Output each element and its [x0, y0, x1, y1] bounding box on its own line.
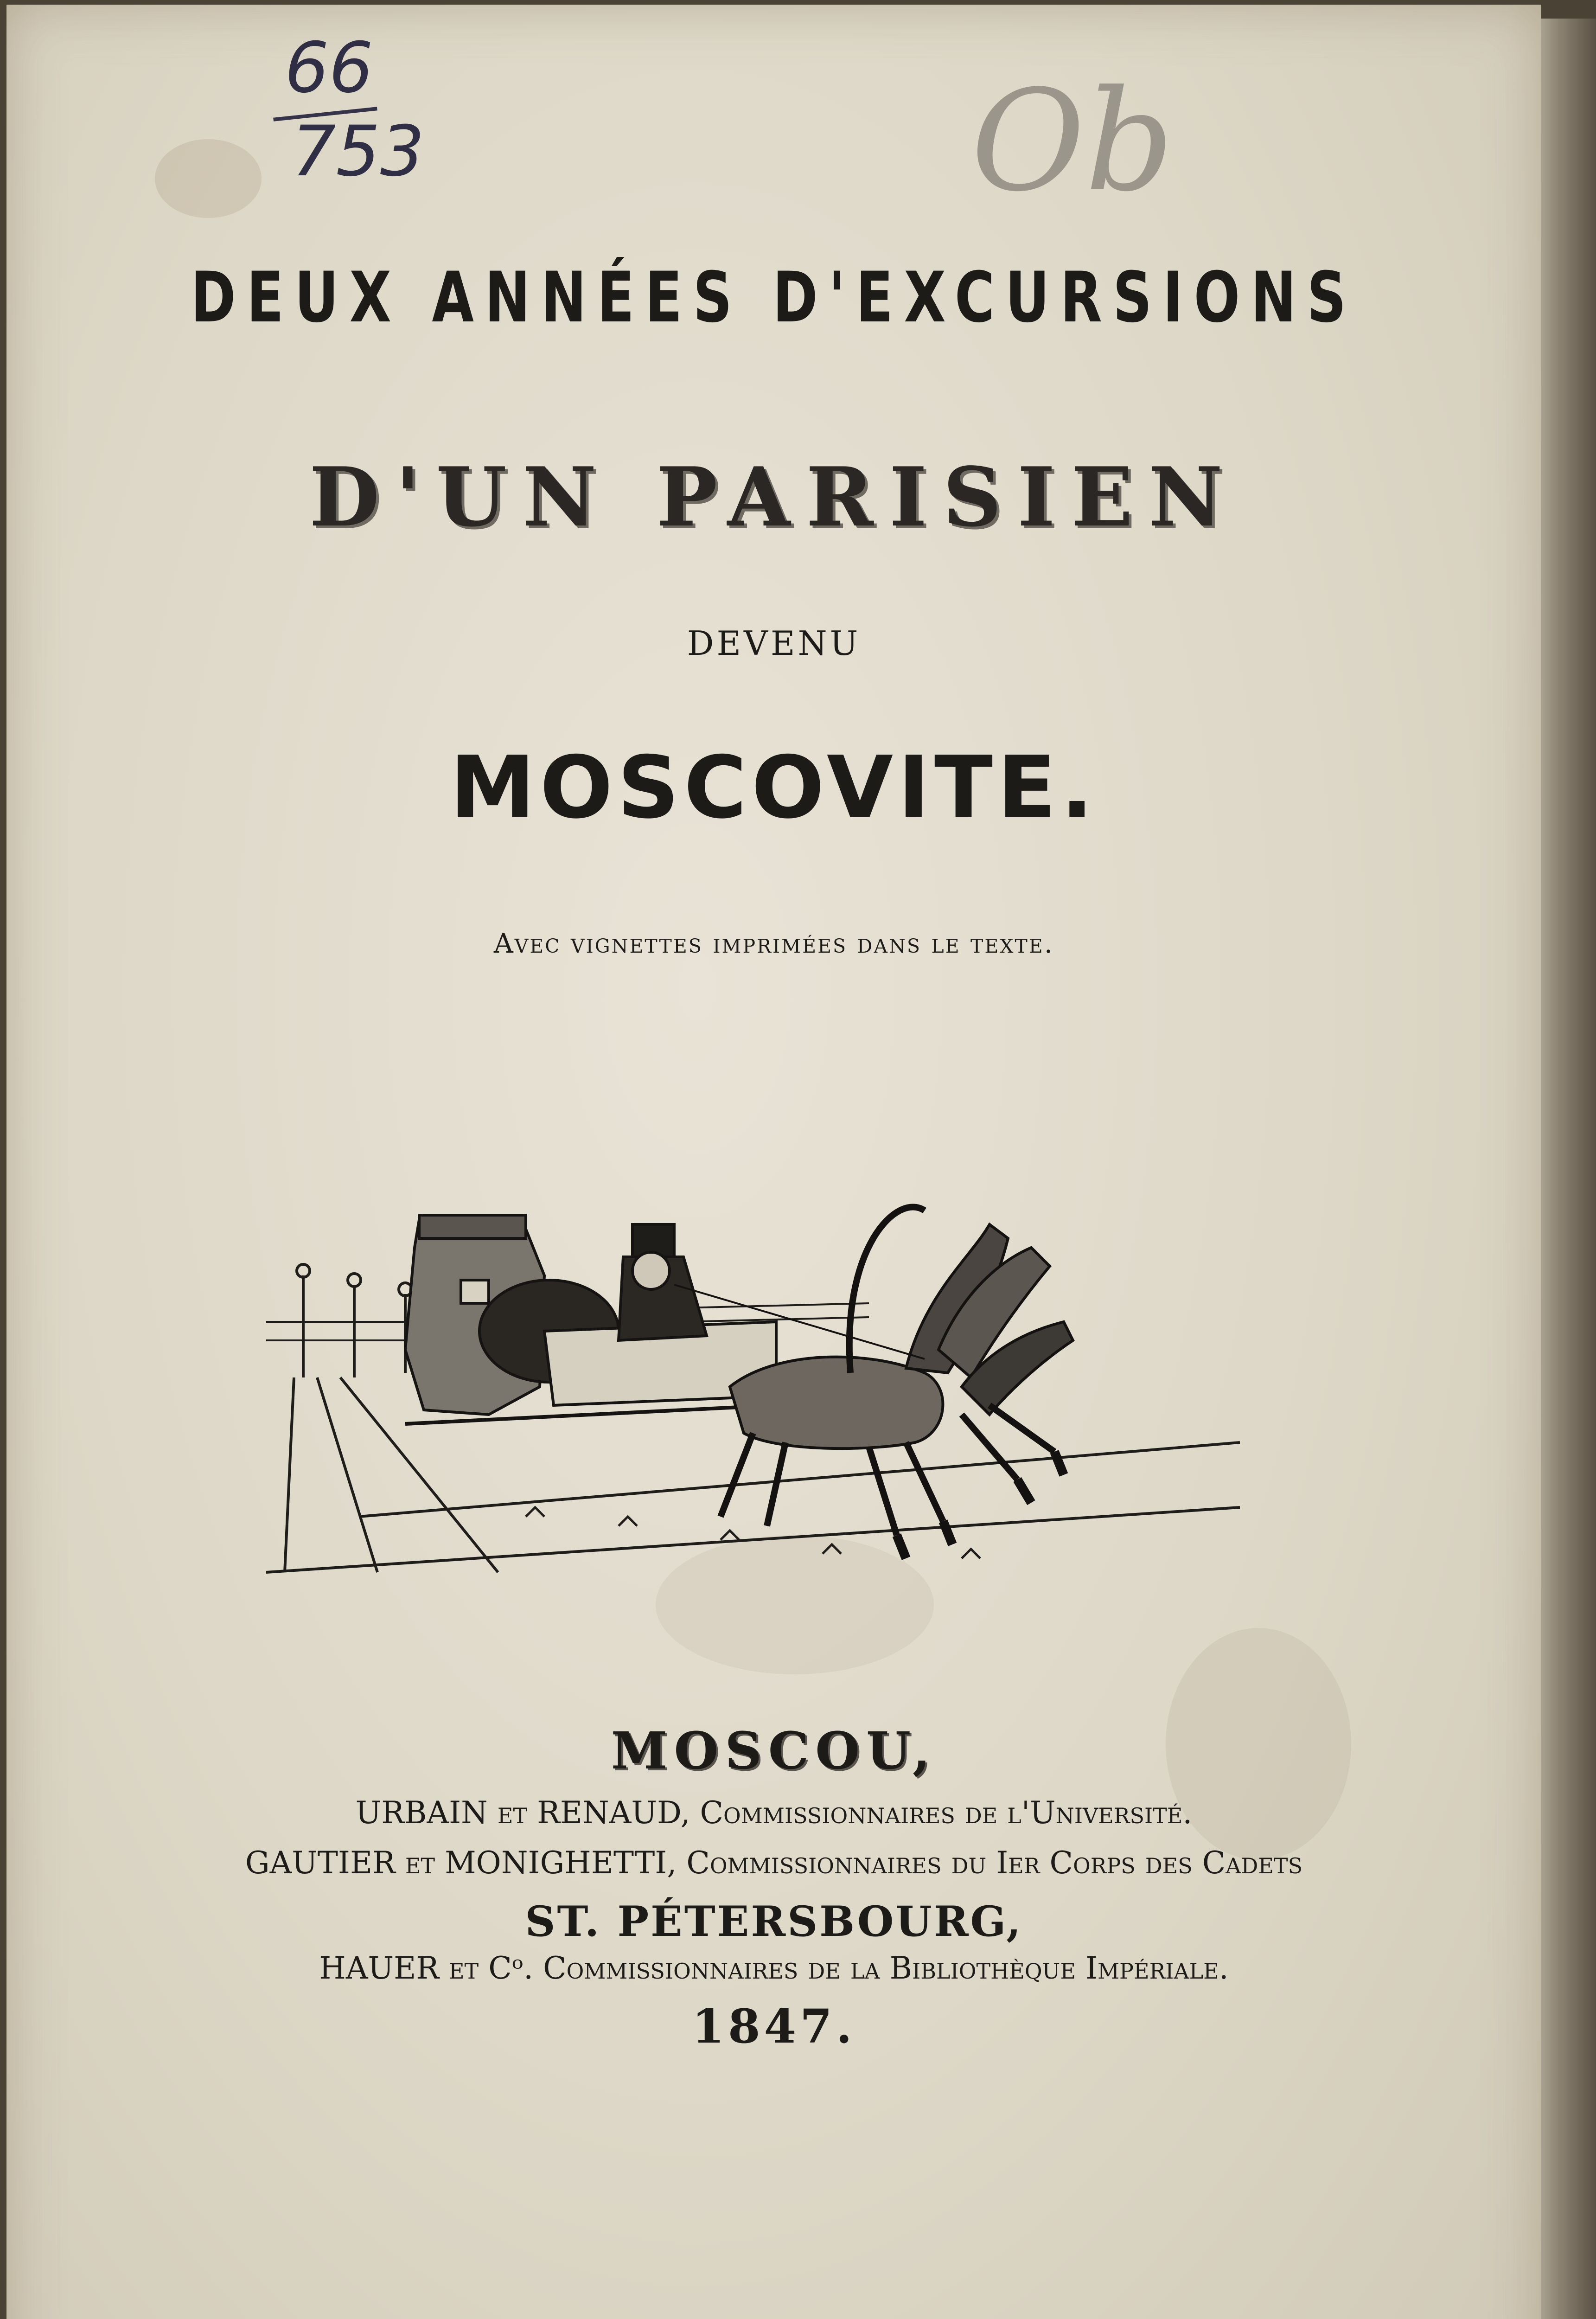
paper-stain — [155, 139, 262, 218]
pencil-mark: Ob — [971, 60, 1174, 222]
shelfmark-top: 66 — [285, 28, 373, 109]
publisher-city-moscow: MOSCOU, — [611, 1721, 937, 1781]
title-line-4: MOSCOVITE. — [450, 737, 1098, 838]
shelfmark-bottom: 753 — [292, 111, 425, 192]
title-line-3: DEVENU — [687, 624, 861, 663]
subtitle: Avec vignettes imprimées dans le texte. — [493, 928, 1054, 959]
publication-year: 1847. — [692, 1999, 856, 2054]
publisher-line-3: HAUER et Cᵒ. Commissionnaires de la Bibliothèque Impériale. — [319, 1950, 1229, 1986]
publisher-city-st-petersburg: ST. PÉTERSBOURG, — [525, 1897, 1023, 1946]
title-line-2: D'UN PARISIEN — [309, 450, 1239, 545]
title-line-1: DEUX ANNÉES D'EXCURSIONS — [191, 257, 1357, 338]
publisher-line-1: URBAIN et RENAUD, Commissionnaires de l'Université. — [355, 1795, 1193, 1831]
publisher-line-2: GAUTIER et MONIGHETTI, Commissionnaires du Ier Corps des Cadets — [245, 1845, 1303, 1881]
troika-sleigh-engraving-icon — [266, 1155, 1240, 1591]
title-page — [6, 5, 1541, 2319]
